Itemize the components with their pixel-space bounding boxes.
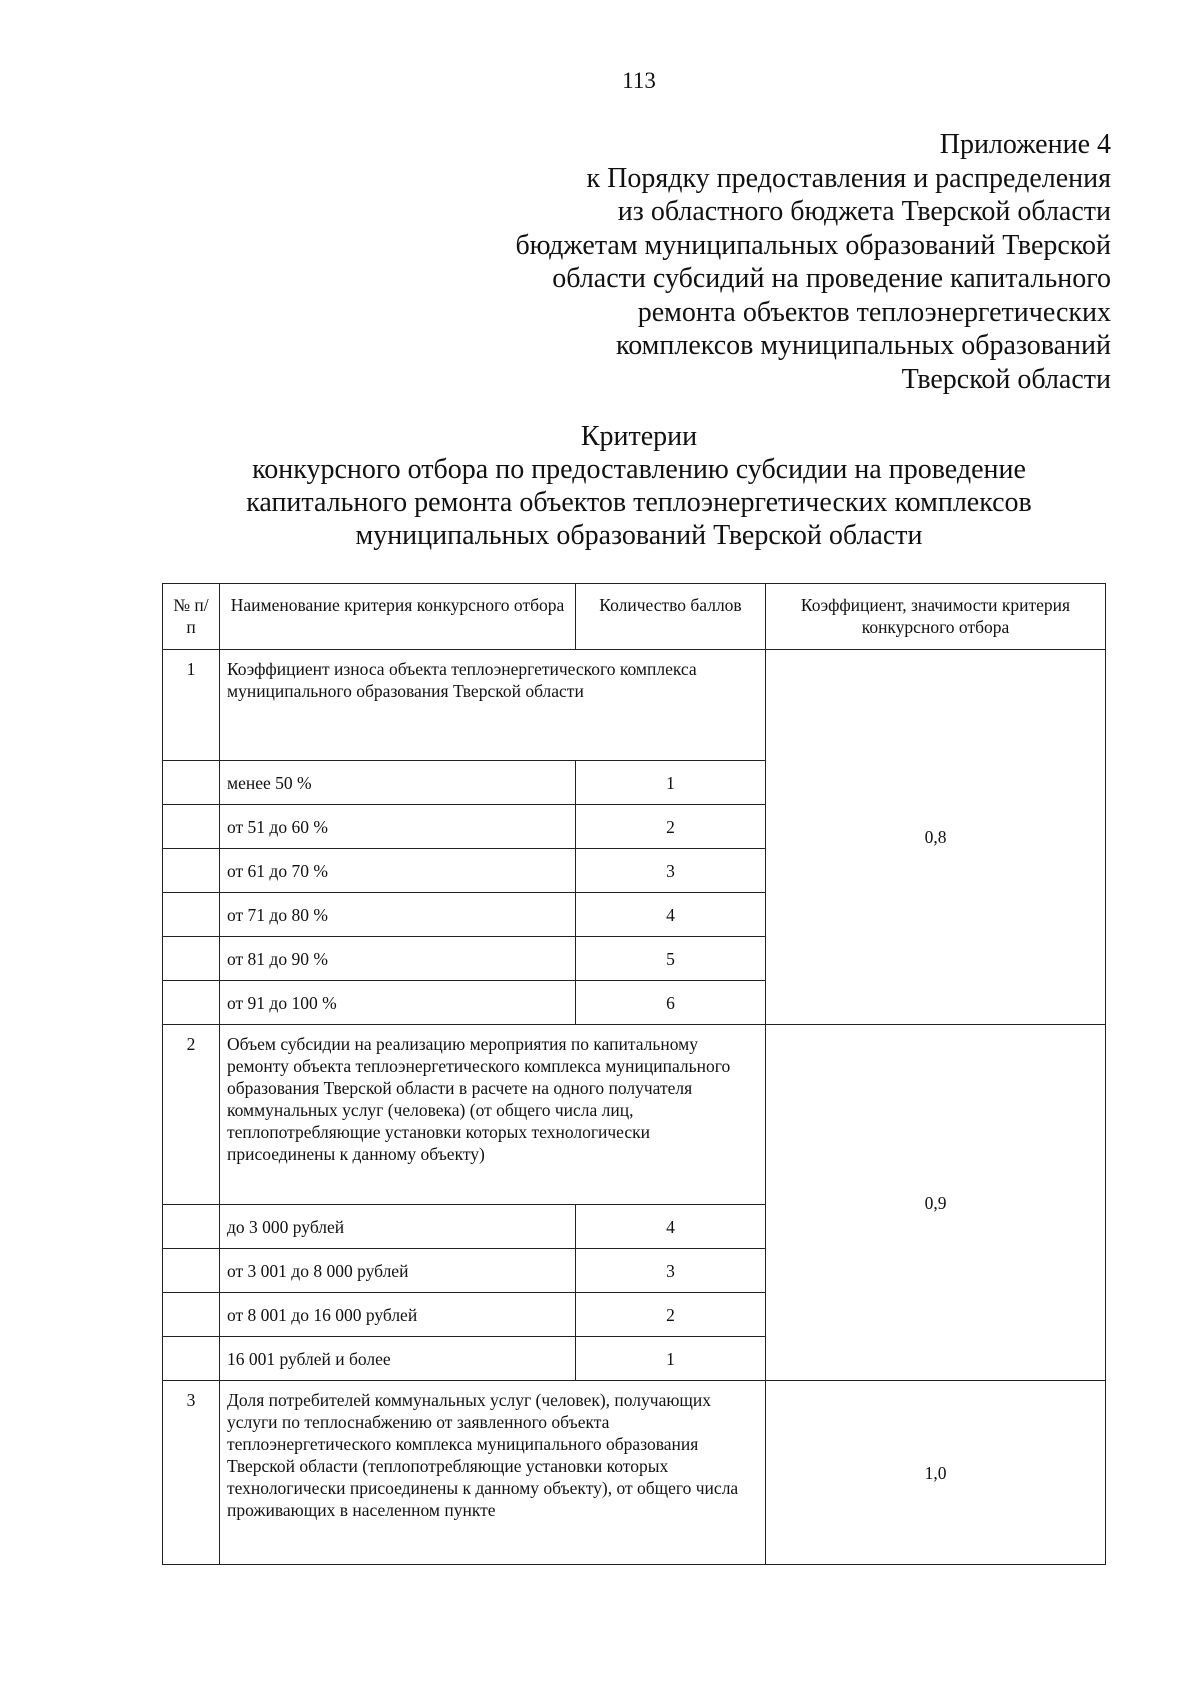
range-label: от 61 до 70 % xyxy=(220,849,576,893)
range-label: менее 50 % xyxy=(220,761,576,805)
appendix-line: к Порядку предоставления и распределения xyxy=(586,162,1111,194)
appendix-line: Приложение 4 xyxy=(939,129,1111,160)
title-heading: Критерии xyxy=(580,421,698,452)
points-value: 3 xyxy=(576,1249,766,1293)
page-number: 113 xyxy=(622,68,656,93)
title-subtitle-line: капитального ремонта объектов теплоэнергетических комплексов xyxy=(246,487,1032,518)
criterion-coefficient: 0,9 xyxy=(766,1025,1106,1381)
points-value: 1 xyxy=(576,1337,766,1381)
appendix-line: ремонта объектов теплоэнергетических xyxy=(637,296,1111,328)
appendix-line: из областного бюджета Тверской области xyxy=(617,196,1111,227)
criteria-table xyxy=(162,583,1106,1565)
header-coef: Коэффициент, значимости критерия конкурсного отбора xyxy=(766,584,1106,650)
appendix-line: Тверской области xyxy=(901,363,1111,395)
document-title xyxy=(0,420,1200,552)
title-subtitle-line: конкурсного отбора по предоставлению субсидии на проведение xyxy=(252,454,1026,485)
points-value: 2 xyxy=(576,1293,766,1337)
criterion-coefficient: 0,8 xyxy=(766,650,1106,1025)
range-label: от 71 до 80 % xyxy=(220,893,576,937)
range-label: от 51 до 60 % xyxy=(220,805,576,849)
points-value: 3 xyxy=(576,849,766,893)
appendix-header xyxy=(411,128,1111,396)
criterion-row xyxy=(163,1025,1106,1205)
criterion-name: Коэффициент износа объекта теплоэнергетического комплекса муниципального образования Тверской области xyxy=(220,650,766,761)
range-label: 16 001 рублей и более xyxy=(220,1337,576,1381)
points-value: 6 xyxy=(576,981,766,1025)
points-value: 5 xyxy=(576,937,766,981)
range-label: от 91 до 100 % xyxy=(220,981,576,1025)
range-label: от 3 001 до 8 000 рублей xyxy=(220,1249,576,1293)
range-label: от 8 001 до 16 000 рублей xyxy=(220,1293,576,1337)
table-header-row xyxy=(163,584,1106,650)
criterion-name: Доля потребителей коммунальных услуг (человек), получающих услуги по теплоснабжению от заявленного объекта теплоэнергетического комплекса муниципального образования Тверской области (теплопотребляющие установки которых технологически присоединены к данному объекту), от общего числа проживающих в населенном пункте xyxy=(220,1381,766,1565)
range-label: до 3 000 рублей xyxy=(220,1205,576,1249)
criterion-row xyxy=(163,1381,1106,1565)
points-value: 2 xyxy=(576,805,766,849)
criterion-number: 2 xyxy=(163,1025,220,1205)
criterion-row xyxy=(163,650,1106,761)
points-value: 4 xyxy=(576,893,766,937)
appendix-line: комплексов муниципальных образований xyxy=(616,330,1111,361)
header-num: № п/п xyxy=(163,584,220,650)
criterion-number: 1 xyxy=(163,650,220,761)
title-subtitle-line: муниципальных образований Тверской области xyxy=(355,520,923,551)
header-name: Наименование критерия конкурсного отбора xyxy=(220,584,576,650)
criterion-number: 3 xyxy=(163,1381,220,1565)
appendix-line: области субсидий на проведение капитального xyxy=(552,263,1111,294)
criterion-name: Объем субсидии на реализацию мероприятия по капитальному ремонту объекта теплоэнергетического комплекса муниципального образования Тверской области в расчете на одного получателя коммунальных услуг (человека) (от общего числа лиц, теплопотребляющие установки которых технологически присоединены к данному объекту) xyxy=(220,1025,766,1205)
range-label: от 81 до 90 % xyxy=(220,937,576,981)
appendix-line: бюджетам муниципальных образований Тверской xyxy=(515,229,1111,261)
points-value: 4 xyxy=(576,1205,766,1249)
points-value: 1 xyxy=(576,761,766,805)
criterion-coefficient: 1,0 xyxy=(766,1381,1106,1565)
header-points: Количество баллов xyxy=(576,584,766,650)
